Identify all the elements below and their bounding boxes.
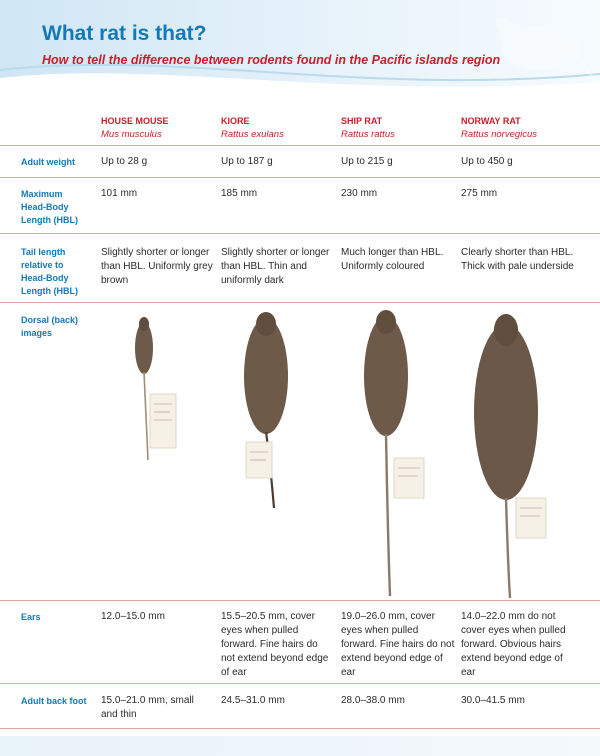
cell-ship-rat: Much longer than HBL. Uniformly coloured [341, 247, 444, 272]
table-rule [0, 683, 600, 684]
page-title: What rat is that? [42, 22, 207, 45]
cell-ship-rat: 19.0–26.0 mm, cover eyes when pulled forward. Fine hairs do not extend beyond edge of ear [341, 611, 455, 678]
row-label: Tail length relative to Head-Body Length (HBL) [21, 247, 78, 296]
cell-ship-rat: Up to 215 g [341, 156, 393, 167]
table-rule [0, 302, 600, 303]
cell-house-mouse: Slightly shorter or longer than HBL. Uniformly grey brown [101, 247, 213, 286]
cell-house-mouse: 101 mm [101, 188, 138, 199]
column-scientific-name: Rattus norvegicus [461, 129, 538, 140]
row-label: Ears [21, 612, 41, 622]
norway-rat-dorsal-image [470, 312, 560, 598]
column-common-name: HOUSE MOUSE [101, 116, 169, 126]
table-rule [0, 233, 600, 234]
cell-house-mouse: 12.0–15.0 mm [101, 611, 165, 622]
cell-kiore: 15.5–20.5 mm, cover eyes when pulled forward. Fine hairs do not extend beyond edge of ear [221, 611, 329, 678]
row-label: Maximum Head-Body Length (HBL) [21, 189, 78, 225]
column-common-name: KIORE [221, 116, 250, 126]
page-subtitle: How to tell the difference between rodents found in the Pacific islands region [42, 53, 501, 67]
column-scientific-name: Rattus exulans [221, 129, 284, 140]
cell-kiore: 185 mm [221, 188, 258, 199]
cell-norway-rat: Up to 450 g [461, 156, 513, 167]
column-scientific-name: Mus musculus [101, 129, 162, 140]
cell-norway-rat: 30.0–41.5 mm [461, 695, 525, 706]
cell-ship-rat: 230 mm [341, 188, 378, 199]
footer-band [0, 736, 600, 756]
cell-kiore: 24.5–31.0 mm [221, 695, 285, 706]
column-common-name: SHIP RAT [341, 116, 383, 126]
table-rule [0, 600, 600, 601]
row-label: Adult back foot [21, 696, 87, 706]
cell-norway-rat: Clearly shorter than HBL. Thick with pale underside [461, 247, 574, 272]
column-common-name: NORWAY RAT [461, 116, 521, 126]
table-rule [0, 177, 600, 178]
kiore-dorsal-image [236, 310, 306, 510]
house-mouse-dorsal-image [128, 312, 182, 462]
header-banner [0, 0, 600, 100]
cell-norway-rat: 275 mm [461, 188, 498, 199]
cell-kiore: Up to 187 g [221, 156, 273, 167]
table-rule [0, 145, 600, 146]
row-label: Adult weight [21, 157, 75, 167]
header-background [0, 0, 600, 100]
column-scientific-name: Rattus rattus [341, 129, 395, 140]
row-label: Dorsal (back) images [21, 315, 79, 338]
cell-ship-rat: 28.0–38.0 mm [341, 695, 405, 706]
cell-house-mouse: Up to 28 g [101, 156, 148, 167]
ship-rat-dorsal-image [358, 308, 428, 598]
table-rule [0, 728, 600, 729]
cell-kiore: Slightly shorter or longer than HBL. Thin and uniformly dark [221, 247, 330, 286]
cell-norway-rat: 14.0–22.0 mm do not cover eyes when pulled forward. Obvious hairs extend beyond edge of ear [461, 611, 566, 678]
cell-house-mouse: 15.0–21.0 mm, small and thin [101, 695, 194, 720]
